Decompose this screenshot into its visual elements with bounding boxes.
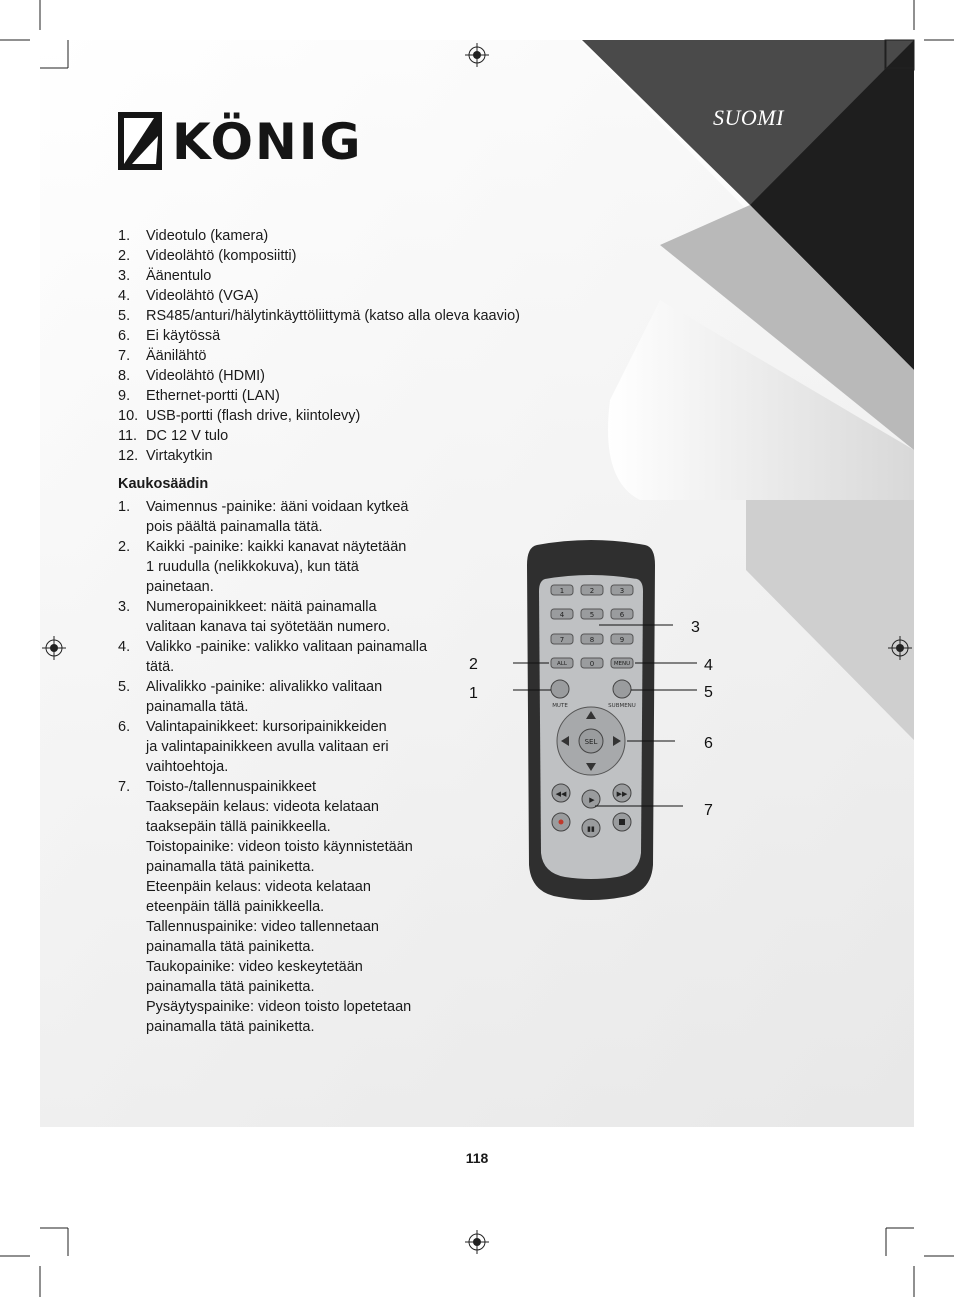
registration-mark-top [465, 43, 489, 67]
connections-list [118, 226, 520, 466]
remote-key-label: 4 [559, 611, 565, 619]
list-item: 4. Videolähtö (VGA) [118, 288, 259, 304]
remote-key-label: 6 [619, 611, 625, 619]
list-item: 12. Virtakytkin [118, 448, 213, 464]
remote-key-label: 0 [589, 660, 595, 668]
callout-number: 1 [469, 685, 478, 702]
callout-number: 4 [704, 657, 713, 674]
remote-key-label: ALL [557, 661, 567, 667]
callout-number: 7 [704, 802, 713, 819]
list-item: 5. Alivalikko -painike: alivalikko valitaan painamalla tätä. [118, 679, 383, 715]
remote-functions-list [118, 497, 458, 1037]
remote-key-label: 3 [619, 587, 625, 595]
brand-logo-text: KÖNIG [172, 113, 363, 171]
list-item: 9. Ethernet-portti (LAN) [118, 388, 280, 404]
list-item: 10. USB-portti (flash drive, kiintolevy) [118, 408, 361, 424]
callout-number: 3 [691, 619, 700, 636]
remote-key-label: MENU [613, 661, 631, 667]
list-item: 3. Numeropainikkeet: näitä painamalla valitaan kanava tai syötetään numero. [118, 599, 391, 635]
list-item: 5. RS485/anturi/hälytinkäyttöliittymä (katso alla oleva kaavio) [118, 308, 520, 324]
remote-key-label: 5 [589, 611, 595, 619]
callout-number: 2 [469, 656, 478, 673]
registration-mark-right [888, 636, 912, 660]
list-item: 2. Kaikki -painike: kaikki kanavat näytetään 1 ruudulla (nelikkokuva), kun tätä painetaan. [118, 539, 407, 595]
svg-text:SEL: SEL [584, 738, 598, 746]
remote-key-label: 7 [559, 636, 565, 644]
language-tab: SUOMI [713, 105, 784, 130]
svg-text:MUTE: MUTE [552, 703, 568, 709]
callout-number: 6 [704, 735, 713, 752]
remote-key-label: 8 [589, 636, 595, 644]
remote-control-illustration [465, 535, 725, 905]
list-item: 7. Toisto-/tallennuspainikkeet Taaksepäin kelaus: videota kelataan taaksepäin tällä painikkeella. Toistopainike: videon toisto käynnistetään painamalla tätä painiketta. Eteenpäin kelaus: videota kelataan eteenpäin tällä painikkeella. Tallennuspainike: video tallennetaan painamalla tätä painiketta. Taukopainike: video keskeytetään painamalla tätä painiketta. Pysäytyspainike: videon toisto lopetetaan painamalla tätä painiketta. [118, 779, 413, 1035]
svg-text:▶▶: ▶▶ [616, 791, 628, 798]
remote-key-label: 2 [589, 587, 595, 595]
svg-text:SUBMENU: SUBMENU [608, 703, 636, 709]
remote-key-label: 1 [559, 587, 565, 595]
list-item: 11. DC 12 V tulo [118, 428, 229, 444]
registration-mark-bottom [465, 1230, 489, 1254]
remote-key-label: 9 [619, 636, 625, 644]
registration-mark-left [42, 636, 66, 660]
svg-text:◀◀: ◀◀ [555, 791, 567, 798]
list-item: 6. Ei käytössä [118, 328, 221, 344]
konig-logo-icon [118, 112, 168, 172]
callout-number: 5 [704, 684, 713, 701]
page-number: 118 [465, 1150, 489, 1166]
list-item: 1. Vaimennus -painike: ääni voidaan kytkeä pois päältä painamalla tätä. [118, 499, 409, 535]
list-item: 3. Äänentulo [118, 268, 212, 284]
list-item: 4. Valikko -painike: valikko valitaan painamalla tätä. [118, 639, 428, 675]
remote-section-heading: Kaukosäädin [118, 476, 209, 492]
list-item: 2. Videolähtö (komposiitti) [118, 248, 297, 264]
list-item: 8. Videolähtö (HDMI) [118, 368, 266, 384]
key-row-1 [551, 585, 633, 595]
list-item: 6. Valintapainikkeet: kursoripainikkeiden ja valintapainikkeen avulla valitaan eri vaihtoehtoja. [118, 719, 389, 775]
list-item: 1. Videotulo (kamera) [118, 228, 269, 244]
svg-text:▶: ▶ [589, 797, 595, 804]
list-item: 7. Äänilähtö [118, 348, 207, 364]
svg-text:▮▮: ▮▮ [587, 826, 595, 833]
